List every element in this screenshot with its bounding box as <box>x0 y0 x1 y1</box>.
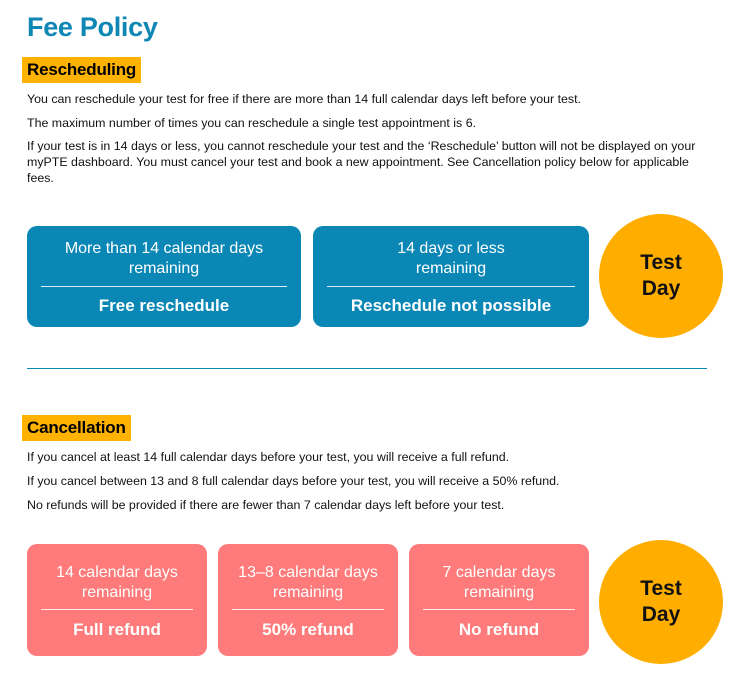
card-outcome: Reschedule not possible <box>350 296 552 315</box>
card-condition: 14 calendar days remaining <box>56 564 178 601</box>
test-day-label: Test Day <box>640 251 682 300</box>
card-outcome: Free reschedule <box>98 296 230 315</box>
card-condition: 13–8 calendar days remaining <box>238 564 378 601</box>
cancel-card-13-8-days <box>218 544 398 656</box>
card-condition: 7 calendar days remaining <box>442 564 556 601</box>
card-outcome: 50% refund <box>262 620 354 639</box>
test-day-circle-cancellation <box>599 540 723 664</box>
cancellation-paragraph-1: If you cancel at least 14 full calendar days before your test, you will receive a full refund. <box>27 450 510 464</box>
cancellation-paragraph-3: No refunds will be provided if there are fewer than 7 calendar days left before your test. <box>27 498 505 512</box>
card-divider <box>41 609 193 610</box>
rescheduling-paragraph-2: The maximum number of times you can reschedule a single test appointment is 6. <box>27 116 477 130</box>
cancel-card-14-days <box>27 544 207 656</box>
card-divider <box>232 609 384 610</box>
rescheduling-paragraph-3: If your test is in 14 days or less, you cannot reschedule your test and the ‘Reschedule’ button will not be displayed on your myPTE dashboard. You must cancel your test and book a new appointment. See Cancellation policy below for applicable fees. <box>27 139 696 185</box>
test-day-label: Test Day <box>640 577 682 626</box>
card-outcome: Full refund <box>73 620 161 639</box>
cancellation-paragraph-2: If you cancel between 13 and 8 full calendar days before your test, you will receive a 50% refund. <box>27 474 560 488</box>
card-condition: 14 days or less remaining <box>397 240 505 277</box>
card-divider <box>327 286 575 287</box>
test-day-circle-rescheduling <box>599 214 723 338</box>
reschedule-card-more-than-14 <box>27 226 301 327</box>
card-divider <box>423 609 575 610</box>
cancellation-heading: Cancellation <box>22 415 131 441</box>
rescheduling-paragraph-1: You can reschedule your test for free if there are more than 14 full calendar days left before your test. <box>27 92 581 106</box>
cancel-card-7-days <box>409 544 589 656</box>
page-title: Fee Policy <box>27 12 158 42</box>
reschedule-card-14-or-less <box>313 226 589 327</box>
card-outcome: No refund <box>458 620 540 639</box>
card-condition: More than 14 calendar days remaining <box>64 240 264 277</box>
section-divider <box>27 368 707 369</box>
card-divider <box>41 286 287 287</box>
rescheduling-heading: Rescheduling <box>22 57 141 83</box>
